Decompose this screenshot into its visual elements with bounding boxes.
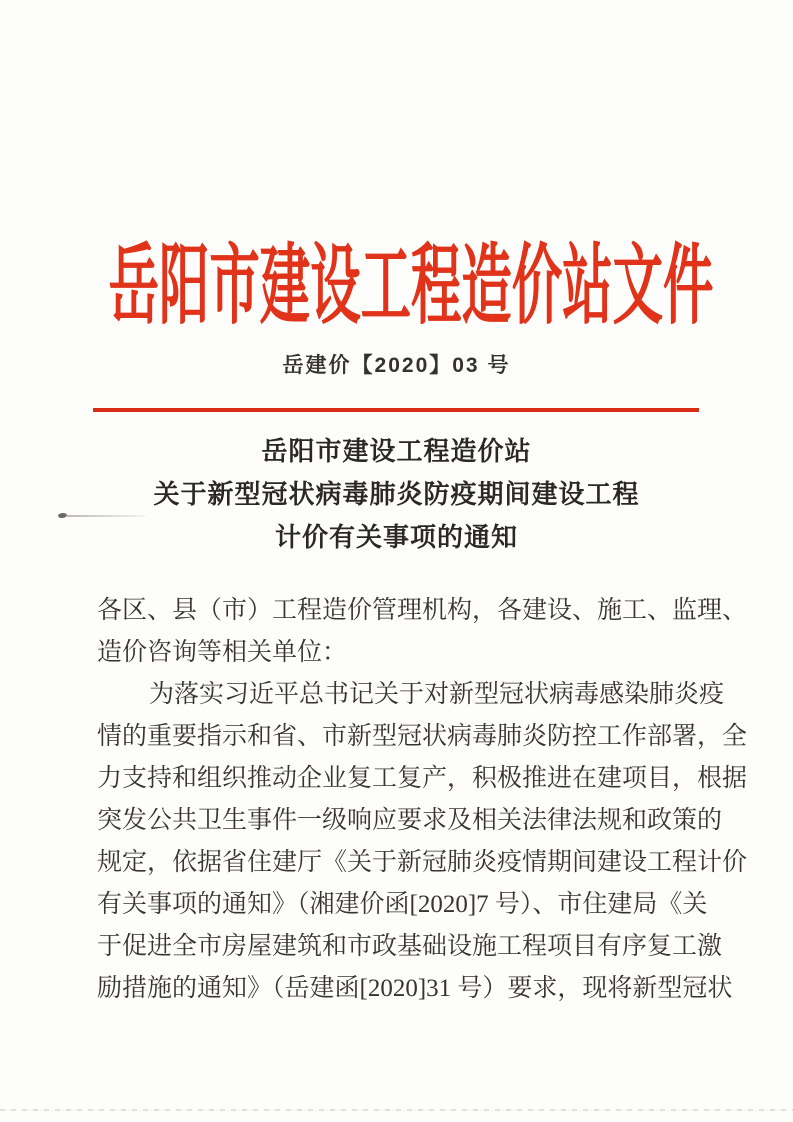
document-number: 岳建价【2020】03 号 [282,354,511,377]
document-body [97,590,748,1010]
salutation-line-2: 造价咨询等相关单位： [97,639,348,666]
body-line-7: 于促进全市房屋建筑和市政基础设施工程项目有序复工激 [97,933,723,960]
body-line-3: 力支持和组织推动企业复工复产，积极推进在建项目，根据 [97,765,748,792]
agency-header [14,218,793,339]
body-line-2: 情的重要指示和省、市新型冠状病毒肺炎防控工作部署，全 [97,723,748,750]
body-line-1: 为落实习近平总书记关于对新型冠状病毒感染肺炎疫 [149,681,725,708]
body-line-6: 有关事项的通知》（湘建价函[2020]7 号）、市住建局《关 [97,891,708,918]
document-title [0,430,793,559]
body-line-8: 励措施的通知》（岳建函[2020]31 号）要求，现将新型冠状 [97,975,733,1002]
red-divider-rule [93,408,699,412]
document-title-line-1: 岳阳市建设工程造价站 [261,437,532,466]
body-line-5: 规定，依据省住建厅《关于新冠肺炎疫情期间建设工程计价 [97,849,748,876]
body-line-4: 突发公共卫生事件一级响应要求及相关法律法规和政策的 [97,807,723,834]
document-title-line-2: 关于新型冠状病毒肺炎防疫期间建设工程 [153,480,640,509]
document-title-line-3: 计价有关事项的通知 [274,523,518,552]
agency-header-title: 岳阳市建设工程造价站文件 [108,238,713,336]
salutation-line-1: 各区、县（市）工程造价管理机构，各建设、施工、监理、 [97,597,748,624]
scan-edge-artifact [0,1109,793,1111]
scan-smudge-streak-artifact [67,515,145,517]
